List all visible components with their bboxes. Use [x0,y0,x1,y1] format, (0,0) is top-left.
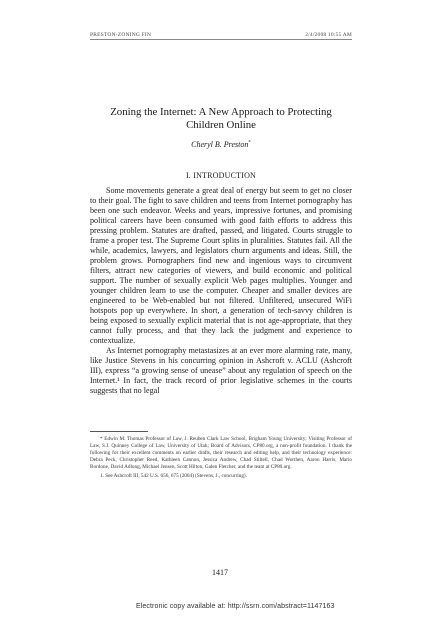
footnote-star: * Edwin M. Thomas Professor of Law, J. Reuben Clark Law School, Brigham Young University; Visiting Professor of Law, S.J. Quinney College of Law, University of Utah; Board of Advisors, CP80.org, a non-profit foundation. I thank the following for their excellent comments on earlier drafts, their research and editing help, and their technology experience: Debra Peck, Christopher Reed, Kathleen Cannon, Jessica Andrew, Chad Stiltell, Chad Worthen, Aaron Harris, Mario Bordone, David Adlong, Michael Jensen, Scott Hilton, Galen Fletcher, and the team at CP80.org. [90,436,352,471]
author-name: Cheryl B. Preston [191,140,249,149]
paragraph-1: Some movements generate a great deal of energy but seem to get no closer to their goal. The fight to save children and teens from Internet pornography has been one such endeavor. Weeks and years, impressive fortunes, and promising political careers have been consumed with good faith efforts to address this pressing problem. Statutes are drafted, passed, and litigated. Courts struggle to frame a proper test. The Supreme Court splits in pluralities. Statutes fail. All the while, academics, lawyers, and legislators churn arguments and ideas. Still, the problem grows. Pornographers find new and ingenious ways to circumvent filters, attract new categories of viewers, and build economic and political support. The number of sexually explicit Web pages multiplies. Younger and younger children learn to use the computer. Cheaper and smaller devices are engineered to be Web-enabled but not filtered. Unfiltered, unsecured WiFi hotspots pop up everywhere. In short, a generation of tech-savvy children is being exposed to sexually explicit material that is not age-appropriate, that they cannot fully process, and that they lack the judgment and experience to contextualize. [90,186,352,345]
running-header [90,32,352,40]
ssrn-footer-link[interactable]: Electronic copy available at: http://ssrn.com/abstract=1147163 [136,603,335,610]
article-title [90,106,352,132]
running-header-left: PRESTON-ZONING FIN [90,32,152,38]
page-number: 1417 [212,568,228,577]
section-heading: I. INTRODUCTION [185,171,257,180]
author-footnote-mark: * [248,140,251,146]
footnote-1: 1. See Ashcroft III, 542 U.S. 656, 675 (2004) (Stevens, J., concurring). [100,473,247,480]
footnotes [90,436,352,483]
article-title-line-1: Zoning the Internet: A New Approach to Protecting [110,106,332,118]
paragraph-2: As Internet pornography metastasizes at an ever more alarming rate, many, like Justice Stevens in his concurring opinion in Ashcroft v. ACLU (Ashcroft III), express “a growing sense of unease” about any regulation of speech on the Internet.¹ In fact, the track record of prior legislative schemes in the courts suggests that no legal [90,346,352,395]
running-header-right: 2/4/2008 10:55 AM [305,32,352,38]
author-line [90,140,352,149]
footnote-divider [90,431,148,432]
article-title-line-2: Children Online [186,119,256,131]
body-text [90,186,352,396]
